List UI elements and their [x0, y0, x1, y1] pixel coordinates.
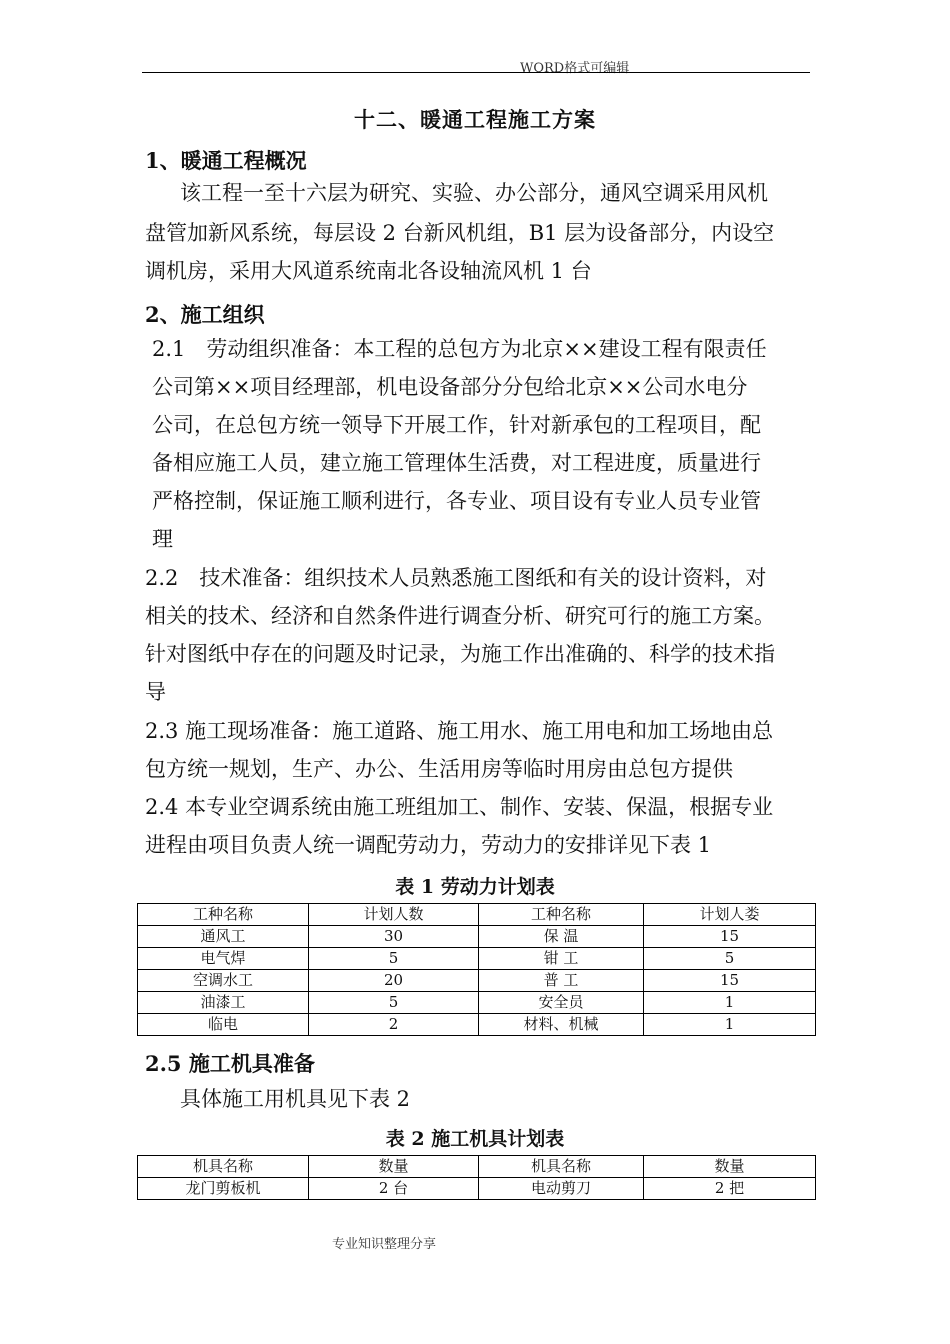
table-cell: 电动剪刀: [479, 1178, 644, 1200]
table-header-cell: 机具名称: [138, 1156, 309, 1178]
table-cell: 保 温: [479, 926, 644, 948]
paragraph-2-2-line: 导: [145, 680, 166, 704]
page-header: WORD格式可编辑: [520, 61, 630, 76]
table-cell: 2: [309, 1014, 479, 1036]
paragraph-2-2-line: 2.2 技术准备：组织技术人员熟悉施工图纸和有关的设计资料，对: [145, 566, 767, 590]
paragraph-2-4-line: 进程由项目负责人统一调配劳动力，劳动力的安排详见下表 1: [145, 833, 712, 857]
paragraph-2-1-line: 公司第××项目经理部，机电设备部分分包给北京××公司水电分: [152, 375, 748, 399]
paragraph-2-4-line: 2.4 本专业空调系统由施工班组加工、制作、安装、保温，根据专业: [145, 795, 774, 819]
table-cell: 材料、机械: [479, 1014, 644, 1036]
section1-heading: 1、暖通工程概况: [145, 148, 307, 173]
table-cell: 钳 工: [479, 948, 644, 970]
paragraph-2-1-line: 严格控制，保证施工顺利进行，各专业、项目设有专业人员专业管: [152, 489, 761, 513]
paragraph-2-1-line: 理: [152, 527, 173, 551]
table-cell: 空调水工: [138, 970, 309, 992]
table-cell: 油漆工: [138, 992, 309, 1014]
table-header-row: [138, 904, 816, 926]
section1-line: 调机房，采用大风道系统南北各设轴流风机 1 台: [145, 259, 592, 283]
paragraph-2-2-line: 针对图纸中存在的问题及时记录，为施工作出准确的、科学的技术指: [145, 642, 775, 666]
header-rule: [142, 72, 810, 73]
machinery-plan-table: [137, 1155, 816, 1200]
table-cell: 5: [644, 948, 816, 970]
page-footer: 专业知识整理分享: [332, 1237, 437, 1252]
table-cell: 1: [644, 1014, 816, 1036]
table-header-cell: 机具名称: [479, 1156, 644, 1178]
table-header-cell: 计划人娄: [644, 904, 816, 926]
table-cell: 30: [309, 926, 479, 948]
paragraph-2-1-line: 备相应施工人员，建立施工管理体生活费，对工程进度，质量进行: [152, 451, 761, 475]
table-header-cell: 数量: [644, 1156, 816, 1178]
table-cell: 龙门剪板机: [138, 1178, 309, 1200]
table-cell: 15: [644, 970, 816, 992]
table-cell: 电气焊: [138, 948, 309, 970]
paragraph-2-3-line: 包方统一规划，生产、办公、生活用房等临时用房由总包方提供: [145, 757, 733, 781]
table-cell: 20: [309, 970, 479, 992]
table-header-cell: 工种名称: [138, 904, 309, 926]
table1-caption: 表 1 劳动力计划表: [395, 876, 555, 898]
labor-plan-table: [137, 903, 816, 1036]
table-row: [138, 1014, 816, 1036]
section25-line: 具体施工用机具见下表 2: [180, 1087, 411, 1111]
table-cell: 普 工: [479, 970, 644, 992]
table-row: [138, 1178, 816, 1200]
section2-heading: 2、施工组织: [145, 302, 265, 327]
table-cell: 1: [644, 992, 816, 1014]
table-cell: 通风工: [138, 926, 309, 948]
table-row: [138, 970, 816, 992]
section1-line: 该工程一至十六层为研究、实验、办公部分，通风空调采用风机: [180, 181, 768, 205]
table2-caption: 表 2 施工机具计划表: [385, 1128, 565, 1150]
table-cell: 5: [309, 948, 479, 970]
table-header-row: [138, 1156, 816, 1178]
paragraph-2-1-line: 2.1 劳动组织准备：本工程的总包方为北京××建设工程有限责任: [152, 337, 767, 361]
table-cell: 15: [644, 926, 816, 948]
table-cell: 临电: [138, 1014, 309, 1036]
document-title: 十二、暖通工程施工方案: [354, 107, 596, 132]
table-header-cell: 计划人数: [309, 904, 479, 926]
section25-heading: 2.5 施工机具准备: [145, 1051, 315, 1076]
paragraph-2-1-line: 公司，在总包方统一领导下开展工作，针对新承包的工程项目，配: [152, 413, 761, 437]
table-row: [138, 948, 816, 970]
paragraph-2-2-line: 相关的技术、经济和自然条件进行调查分析、研究可行的施工方案。: [145, 604, 775, 628]
section1-line: 盘管加新风系统，每层设 2 台新风机组，B1 层为设备部分，内设空: [145, 221, 775, 245]
table-cell: 2 台: [309, 1178, 479, 1200]
table-cell: 5: [309, 992, 479, 1014]
table-cell: 2 把: [644, 1178, 816, 1200]
table-row: [138, 992, 816, 1014]
table-header-cell: 数量: [309, 1156, 479, 1178]
paragraph-2-3-line: 2.3 施工现场准备：施工道路、施工用水、施工用电和加工场地由总: [145, 719, 774, 743]
table-cell: 安全员: [479, 992, 644, 1014]
table-row: [138, 926, 816, 948]
table-header-cell: 工种名称: [479, 904, 644, 926]
